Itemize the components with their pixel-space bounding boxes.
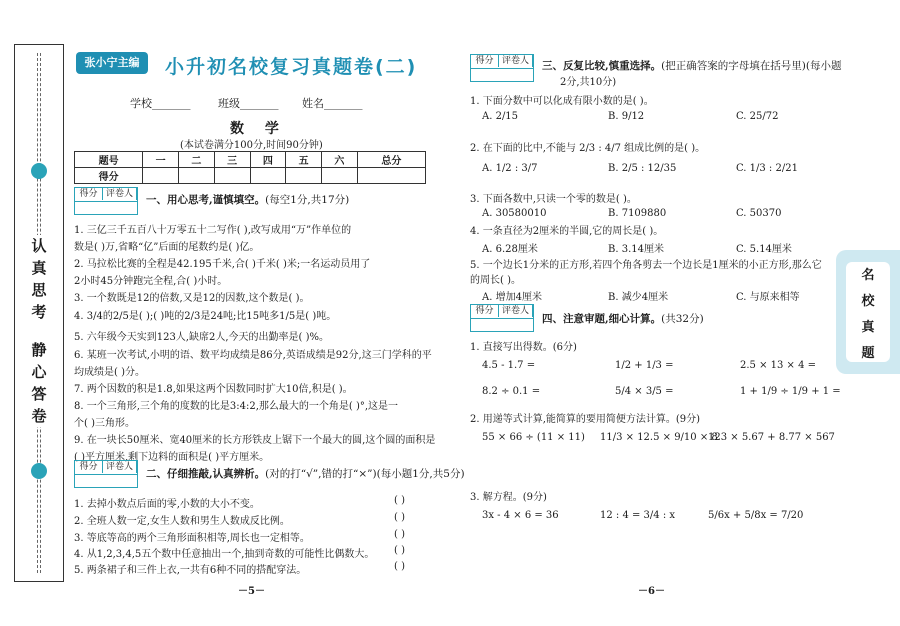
tab-char: 题 — [861, 346, 875, 361]
question-line: 个( )三角形。 — [74, 418, 135, 429]
choice-option: C. 50370 — [736, 208, 782, 219]
calc-title: 3. 解方程。(9分) — [470, 492, 547, 503]
section-2-title: 二、仔细推敲,认真辨析。(对的打“√”,错的打“×”)(每小题1分,共5分) — [146, 468, 465, 480]
choice-option: C. 与原来相等 — [736, 292, 800, 303]
name-field: 姓名_______ — [302, 97, 363, 110]
score-cell[interactable] — [143, 168, 179, 184]
score-cell[interactable] — [214, 168, 250, 184]
choice-option: A. 2/15 — [482, 111, 519, 122]
choice-option: C. 25/72 — [736, 111, 779, 122]
answer-paren[interactable]: ( ) — [394, 529, 405, 540]
calc-item: 55 × 66 ÷ (11 × 11) — [482, 432, 585, 443]
binding-char: 思 — [19, 279, 59, 301]
choice-option: B. 减少4厘米 — [608, 292, 669, 303]
question-line: 2小时45分钟跑完全程,合( )小时。 — [74, 276, 228, 287]
binding-char: 真 — [19, 257, 59, 279]
answer-paren[interactable]: ( ) — [394, 545, 405, 556]
page-number: －6－ — [638, 586, 665, 597]
question-line: 3. 一个数既是12的倍数,又是12的因数,这个数是( )。 — [74, 293, 310, 304]
grader-box — [74, 187, 138, 215]
calc-item: 12 : 4 = 3/4 : x — [600, 510, 676, 521]
binding-char: 认 — [19, 235, 59, 257]
calc-item: 1 + 1/9 ÷ 1/9 + 1 = — [740, 386, 841, 397]
grader-score-label: 得分 — [75, 188, 103, 200]
choice-option: B. 9/12 — [608, 111, 645, 122]
choice-option: C. 5.14厘米 — [736, 244, 792, 255]
grader-score-label: 得分 — [471, 55, 499, 67]
calc-item: 11/3 × 12.5 × 9/10 × 8 — [600, 432, 718, 443]
question-line: 7. 两个因数的积是1.8,如果这两个因数同时扩大10倍,积是( )。 — [74, 384, 353, 395]
score-header: 总分 — [357, 152, 425, 168]
answer-paren[interactable]: ( ) — [394, 495, 405, 506]
binding-char: 卷 — [19, 405, 59, 427]
question-line: 数是( )万,省略“亿”后面的尾数约是( )亿。 — [74, 242, 260, 253]
choice-option: A. 1/2 : 3/7 — [482, 163, 538, 174]
score-cell[interactable] — [286, 168, 322, 184]
question-line: 均成绩是( )分。 — [74, 367, 145, 378]
grader-box — [470, 54, 534, 82]
true-false-item: 1. 去掉小数点后面的零,小数的大小不变。 — [74, 499, 260, 510]
choice-question: 4. 一条直径为2厘米的半圆,它的周长是( )。 — [470, 226, 664, 237]
publisher-logo: 张小宁主编 — [76, 52, 148, 74]
side-tab — [836, 250, 900, 374]
grader-score-label: 得分 — [471, 305, 499, 317]
question-line: 4. 3/4的2/5是( );( )吨的2/3是24吨;比15吨多1/5是( )吨。 — [74, 311, 337, 322]
calc-item: 8.2 ÷ 0.1 = — [482, 386, 541, 397]
grader-box — [74, 460, 138, 488]
choice-option: B. 7109880 — [608, 208, 667, 219]
school-field: 学校_______ — [130, 97, 191, 110]
page-number: －5－ — [238, 586, 265, 597]
choice-option: B. 2/5 : 12/35 — [608, 163, 677, 174]
exam-note: (本试卷满分100分,时间90分钟) — [180, 140, 323, 151]
score-cell[interactable] — [322, 168, 358, 184]
choice-option: C. 1/3 : 2/21 — [736, 163, 798, 174]
grader-name-label: 评卷人 — [103, 461, 137, 473]
score-header: 六 — [322, 152, 358, 168]
score-cell[interactable] — [357, 168, 425, 184]
question-line: 6. 某班一次考试,小明的语、数平均成绩是86分,英语成绩是92分,这三门学科的平 — [74, 350, 432, 361]
grader-box — [470, 304, 534, 332]
score-header: 五 — [286, 152, 322, 168]
binding-char: 答 — [19, 383, 59, 405]
binding-char: 静 — [19, 339, 59, 361]
question-line: 8. 一个三角形,三个角的度数的比是3:4:2,那么最大的一个角是( )°,这是一 — [74, 401, 399, 412]
section-1-title: 一、用心思考,谨慎填空。(每空1分,共17分) — [146, 194, 350, 206]
class-field: 班级_______ — [218, 97, 279, 110]
calc-item: 1/2 + 1/3 = — [615, 360, 674, 371]
binding-char: 考 — [19, 301, 59, 323]
grader-name-label: 评卷人 — [499, 305, 533, 317]
calc-item: 3x - 4 × 6 = 36 — [482, 510, 559, 521]
calc-title: 2. 用递等式计算,能简算的要用简便方法计算。(9分) — [470, 414, 701, 425]
tab-char: 真 — [861, 320, 875, 335]
answer-paren[interactable]: ( ) — [394, 561, 405, 572]
true-false-item: 5. 两条裙子和三件上衣,一共有6种不同的搭配穿法。 — [74, 565, 307, 576]
score-header: 四 — [250, 152, 286, 168]
tab-char: 校 — [861, 294, 875, 309]
score-cell[interactable] — [250, 168, 286, 184]
true-false-item: 4. 从1,2,3,4,5五个数中任意抽出一个,抽到奇数的可能性比偶数大。 — [74, 549, 375, 560]
exam-title: 小升初名校复习真题卷(二) — [165, 56, 418, 78]
choice-question: 3. 下面各数中,只读一个零的数是( )。 — [470, 194, 637, 205]
question-line: 9. 在一块长50厘米、宽40厘米的长方形铁皮上锯下一个最大的圆,这个圆的面积是 — [74, 435, 436, 446]
subject-title: 数 学 — [230, 121, 287, 137]
choice-question: 5. 一个边长1分米的正方形,若四个角各剪去一个边长是1厘米的小正方形,那么它 — [470, 260, 822, 271]
binding-dot — [31, 463, 47, 479]
binding-dot — [31, 163, 47, 179]
score-header: 二 — [179, 152, 215, 168]
choice-question: 2. 在下面的比中,不能与 2/3 : 4/7 组成比例的是( )。 — [470, 143, 706, 154]
section-4-title: 四、注意审题,细心计算。(共32分) — [542, 313, 704, 325]
question-line: 2. 马拉松比赛的全程是42.195千米,合( )千米( )米;一名运动员用了 — [74, 259, 371, 270]
true-false-item: 3. 等底等高的两个三角形面积相等,周长也一定相等。 — [74, 533, 310, 544]
true-false-item: 2. 全班人数一定,女生人数和男生人数成反比例。 — [74, 516, 290, 527]
calc-item: 5/4 × 3/5 = — [615, 386, 674, 397]
binding-char: 心 — [19, 361, 59, 383]
score-table — [74, 151, 426, 184]
choice-option: A. 30580010 — [482, 208, 547, 219]
section-3-subtitle: 2分,共10分) — [560, 77, 617, 88]
calc-item: 2.5 × 13 × 4 = — [740, 360, 817, 371]
score-header: 三 — [214, 152, 250, 168]
score-row-label: 得分 — [75, 168, 143, 184]
calc-item: 5/6x + 5/8x = 7/20 — [708, 510, 804, 521]
calc-item: 123 × 5.67 + 8.77 × 567 — [708, 432, 835, 443]
calc-item: 4.5 - 1.7 = — [482, 360, 536, 371]
grader-name-label: 评卷人 — [103, 188, 137, 200]
score-header: 题号 — [75, 152, 143, 168]
score-cell[interactable] — [179, 168, 215, 184]
choice-question: 1. 下面分数中可以化成有限小数的是( )。 — [470, 96, 654, 107]
calc-title: 1. 直接写出得数。(6分) — [470, 342, 577, 353]
choice-option: A. 6.28厘米 — [482, 244, 538, 255]
question-line: 5. 六年级今天实到123人,缺席2人,今天的出勤率是( )%。 — [74, 332, 330, 343]
grader-name-label: 评卷人 — [499, 55, 533, 67]
choice-question: 的周长( )。 — [470, 275, 521, 286]
question-line: ( )平方厘米,剩下边料的面积是( )平方厘米。 — [74, 452, 270, 463]
binding-strip — [14, 44, 64, 582]
question-line: 1. 三亿三千五百八十万零五十二写作( ),改写成用“万”作单位的 — [74, 225, 352, 236]
grader-score-label: 得分 — [75, 461, 103, 473]
choice-option: A. 增加4厘米 — [482, 292, 542, 303]
binding-chars — [19, 235, 59, 427]
tab-char: 名 — [861, 268, 875, 283]
choice-option: B. 3.14厘米 — [608, 244, 664, 255]
answer-paren[interactable]: ( ) — [394, 512, 405, 523]
score-header: 一 — [143, 152, 179, 168]
section-3-title: 三、反复比较,慎重选择。(把正确答案的字母填在括号里)(每小题 — [542, 60, 842, 72]
